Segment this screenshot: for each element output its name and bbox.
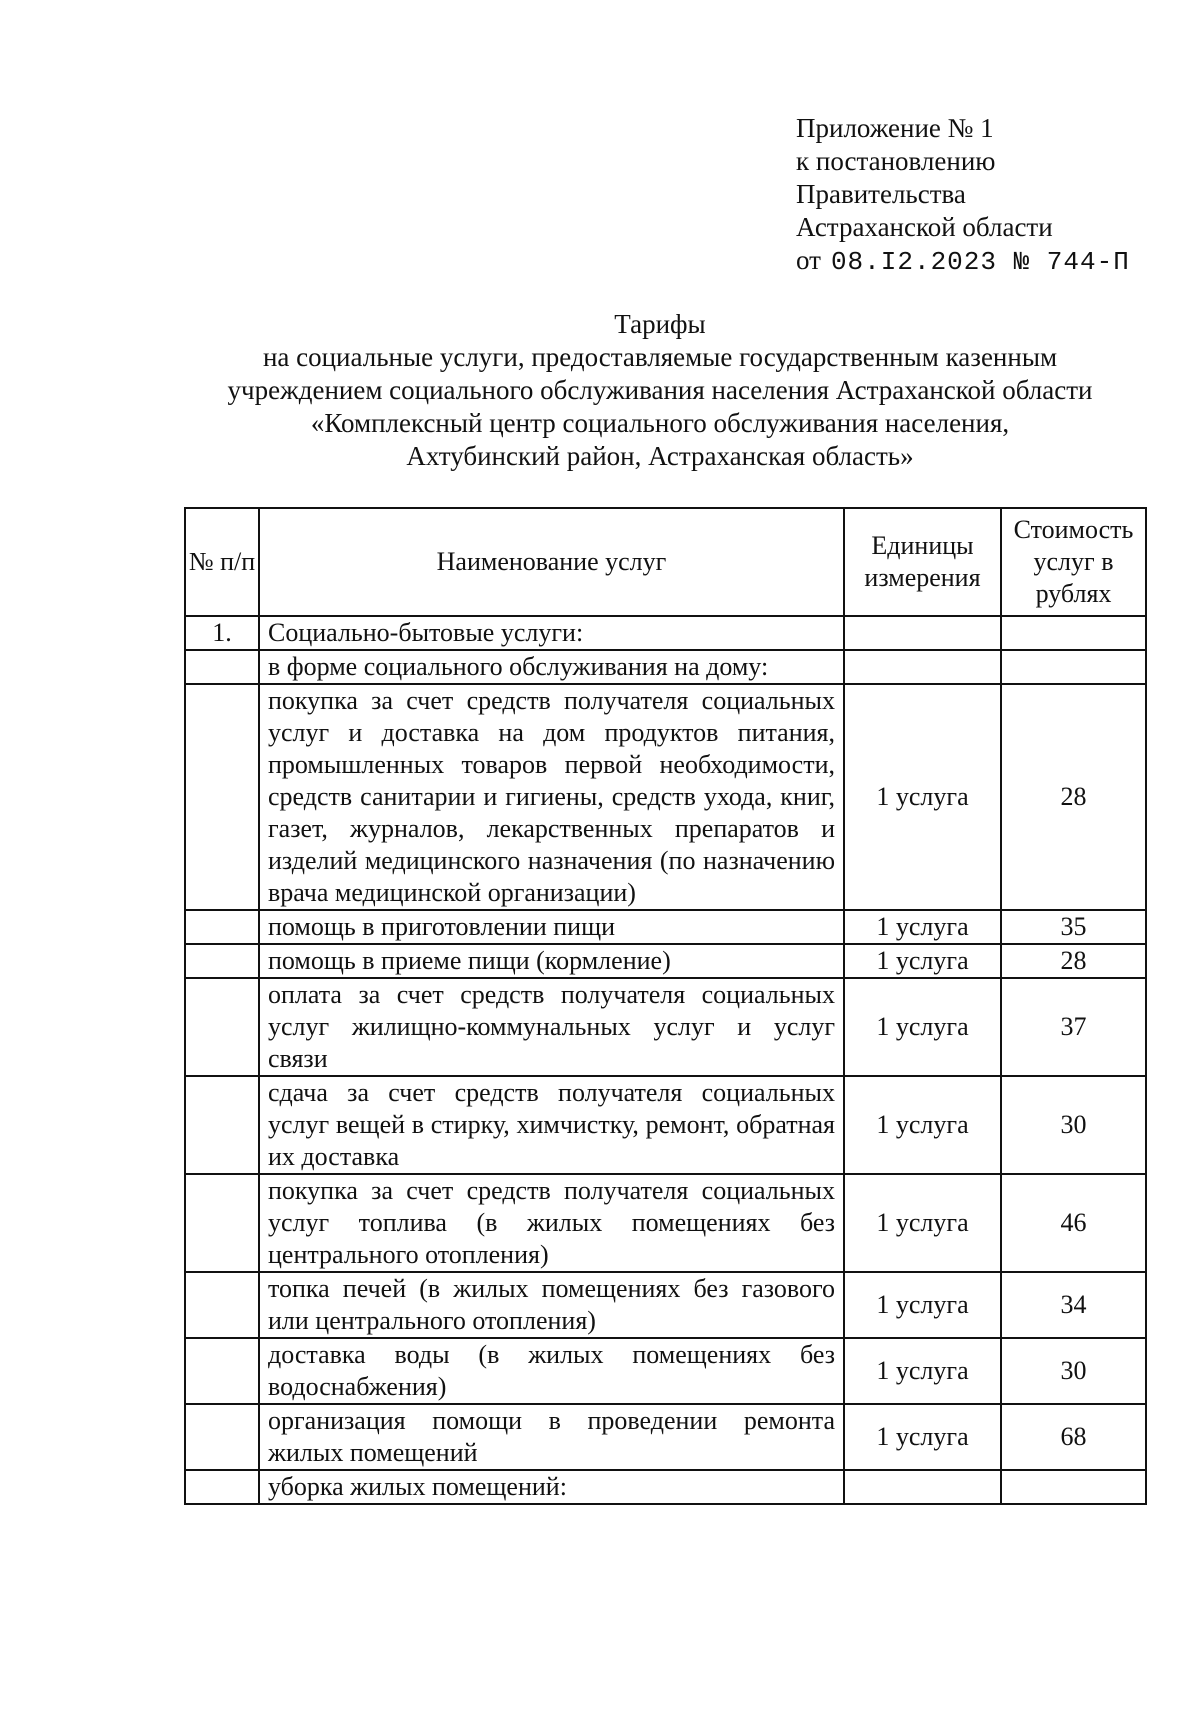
cell-num [185,1470,259,1504]
date-value: 08.I2.2023 № 744-П [830,247,1130,277]
table-row [185,1272,1146,1338]
cell-num [185,978,259,1076]
table-row [185,978,1146,1076]
cell-unit: 1 услуга [844,1338,1001,1404]
cell-name: уборка жилых помещений: [259,1470,844,1504]
cell-name: Социально-бытовые услуги: [259,616,844,650]
cell-cost [1001,1470,1146,1504]
title-line: «Комплексный центр социального обслуживания населения, [310,408,1010,438]
cell-num [185,1272,259,1338]
cell-name: сдача за счет средств получателя социальных услуг вещей в стирку, химчистку, ремонт, обратная их доставка [259,1076,844,1174]
cell-name: помощь в приготовлении пищи [259,910,844,944]
cell-num [185,684,259,910]
appendix-line: Приложение № 1 [796,113,994,143]
cell-num [185,1404,259,1470]
appendix-line: к постановлению [796,146,996,176]
date-prefix: от [796,245,821,275]
cell-num: 1. [185,616,259,650]
title-line: Тарифы [614,309,706,339]
header-name: Наименование услуг [259,508,844,616]
table-row [185,944,1146,978]
table-row [185,910,1146,944]
cell-num [185,650,259,684]
table-row [185,616,1146,650]
cell-cost: 34 [1001,1272,1146,1338]
cell-cost: 28 [1001,944,1146,978]
cell-cost: 30 [1001,1076,1146,1174]
table-row [185,650,1146,684]
cell-cost: 35 [1001,910,1146,944]
appendix-block [796,112,1130,279]
appendix-date-line [796,244,1130,279]
title-line: Ахтубинский район, Астраханская область» [406,441,914,471]
cell-cost [1001,650,1146,684]
cell-num [185,1338,259,1404]
cell-unit [844,650,1001,684]
cell-cost: 37 [1001,978,1146,1076]
table-row [185,684,1146,910]
cell-cost: 68 [1001,1404,1146,1470]
cell-cost: 46 [1001,1174,1146,1272]
document-title [180,308,1140,473]
table-header-row [185,508,1146,616]
appendix-line: Астраханской области [796,212,1053,242]
cell-unit: 1 услуга [844,1076,1001,1174]
cell-name: организация помощи в проведении ремонта жилых помещений [259,1404,844,1470]
appendix-line: Правительства [796,179,966,209]
table-row [185,1404,1146,1470]
table-row [185,1076,1146,1174]
cell-unit: 1 услуга [844,910,1001,944]
cell-unit [844,616,1001,650]
cell-name: оплата за счет средств получателя социальных услуг жилищно-коммунальных услуг и услуг связи [259,978,844,1076]
cell-name: доставка воды (в жилых помещениях без водоснабжения) [259,1338,844,1404]
title-line: на социальные услуги, предоставляемые государственным казенным [262,342,1058,372]
table-row [185,1338,1146,1404]
cell-num [185,1076,259,1174]
header-cost: Стоимость услуг в рублях [1001,508,1146,616]
cell-unit: 1 услуга [844,1404,1001,1470]
cell-name: в форме социального обслуживания на дому: [259,650,844,684]
header-unit: Единицы измерения [844,508,1001,616]
title-line: учреждением социального обслуживания населения Астраханской области [227,375,1093,405]
cell-num [185,944,259,978]
cell-unit: 1 услуга [844,944,1001,978]
cell-name: помощь в приеме пищи (кормление) [259,944,844,978]
cell-name: покупка за счет средств получателя социальных услуг и доставка на дом продуктов питания, промышленных товаров первой необходимости, средств санитарии и гигиены, средств ухода, книг, газет, журналов, лекарственных препаратов и изделий медицинского назначения (по назначению врача медицинской организации) [259,684,844,910]
cell-unit: 1 услуга [844,1174,1001,1272]
cell-name: топка печей (в жилых помещениях без газового или центрального отопления) [259,1272,844,1338]
header-num: № п/п [185,508,259,616]
cell-unit: 1 услуга [844,684,1001,910]
cell-unit: 1 услуга [844,1272,1001,1338]
tariffs-table [184,507,1147,1505]
cell-cost: 30 [1001,1338,1146,1404]
table-row [185,1470,1146,1504]
cell-name: покупка за счет средств получателя социальных услуг топлива (в жилых помещениях без центрального отопления) [259,1174,844,1272]
table-row [185,1174,1146,1272]
cell-num [185,1174,259,1272]
cell-cost: 28 [1001,684,1146,910]
cell-unit: 1 услуга [844,978,1001,1076]
cell-cost [1001,616,1146,650]
cell-num [185,910,259,944]
cell-unit [844,1470,1001,1504]
